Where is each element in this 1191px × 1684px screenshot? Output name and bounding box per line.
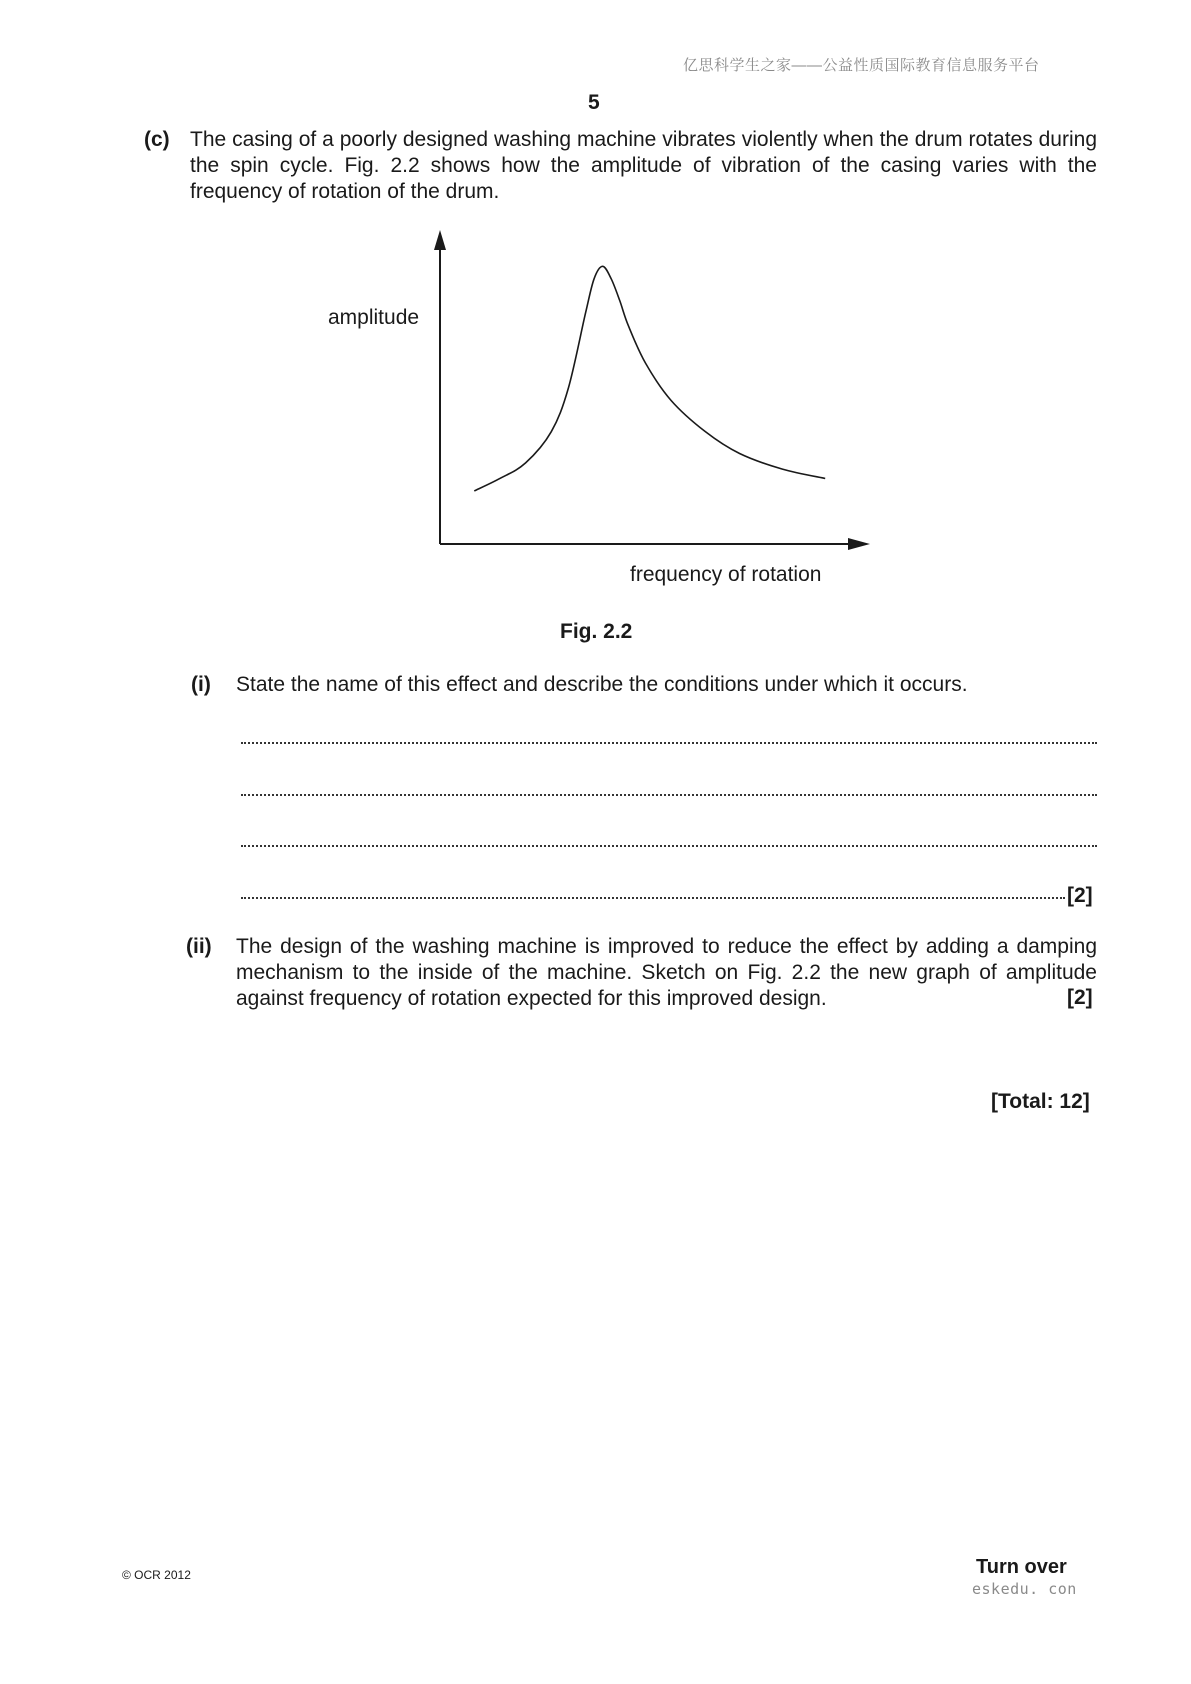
turn-over: Turn over [976,1556,1067,1578]
figure-caption: Fig. 2.2 [560,620,633,643]
question-ii-label: (ii) [186,935,212,958]
question-ii-marks: [2] [1067,986,1093,1009]
total-marks: [Total: 12] [991,1090,1090,1113]
question-i-label: (i) [191,673,211,696]
y-axis-label: amplitude [328,306,420,329]
answer-line-1[interactable] [241,738,1097,744]
x-axis-arrow [848,538,870,550]
question-ii-text: The design of the washing machine is improved to reduce the effect by adding a damping mechanism to the inside of the machine. Sketch on Fig. 2.2 the new graph of amplitude against frequency of rotation expected for this improved design. [236,935,1097,1010]
page-number: 5 [588,91,600,114]
copyright: © OCR 2012 [122,1568,191,1582]
answer-line-3[interactable] [241,841,1097,847]
question-i-marks: [2] [1067,884,1093,907]
x-axis-label: frequency of rotation [630,563,822,586]
question-c-label: (c) [144,128,170,151]
question-i-text: State the name of this effect and describe the conditions under which it occurs. [236,673,968,696]
answer-line-2[interactable] [241,790,1097,796]
question-c-text: The casing of a poorly designed washing machine vibrates violently when the drum rotates during the spin cycle. Fig. 2.2 shows how the amplitude of vibration of the casing varies with the frequency of rotation of the drum. [190,128,1097,203]
resonance-curve [474,266,825,491]
answer-line-4[interactable] [241,893,1065,899]
y-axis-arrow [434,230,446,250]
footer-watermark: eskedu. con [972,1580,1077,1598]
header-watermark: 亿思科学生之家——公益性质国际教育信息服务平台 [683,57,1040,74]
